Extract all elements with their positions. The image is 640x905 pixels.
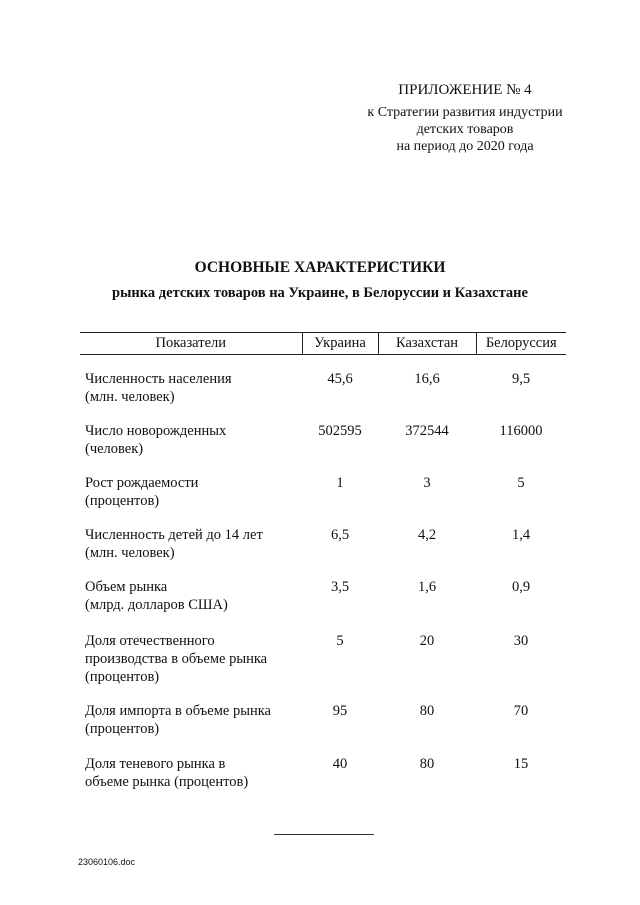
- column-header-ukraine: Украина: [302, 333, 378, 355]
- cell-value: 70: [513, 702, 529, 719]
- appendix-heading: ПРИЛОЖЕНИЕ № 4: [398, 82, 532, 98]
- appendix-header: [330, 80, 600, 155]
- cell-value: 4,2: [417, 526, 437, 543]
- end-divider: [274, 834, 374, 835]
- row-label: Число новорожденных (человек): [85, 422, 227, 457]
- cell-value: 116000: [499, 422, 543, 439]
- row-label: Доля импорта в объеме рынка (процентов): [85, 702, 271, 737]
- row-label: Объем рынка (млрд. долларов США): [85, 578, 228, 613]
- document-subtitle: рынка детских товаров на Украине, в Белоруссии и Казахстане: [112, 285, 528, 301]
- column-header-kazakhstan: Казахстан: [378, 333, 476, 355]
- column-header-indicators: Показатели: [80, 333, 302, 355]
- characteristics-table: [80, 332, 566, 795]
- table-row: [80, 578, 566, 632]
- cell-value: 30: [513, 632, 529, 649]
- appendix-line: на период до 2020 года: [396, 139, 534, 154]
- cell-value: 16,6: [414, 370, 440, 387]
- document-filename: 23060106.doc: [78, 857, 136, 867]
- table-row: [80, 632, 566, 702]
- cell-value: 372544: [405, 422, 449, 439]
- cell-value: 0,9: [511, 578, 531, 595]
- cell-value: 1,6: [417, 578, 437, 595]
- cell-value: 1,4: [511, 526, 531, 543]
- table-row: [80, 474, 566, 526]
- column-header-belarus: Белоруссия: [476, 333, 566, 355]
- table-row: [80, 370, 566, 422]
- cell-value: 1: [336, 474, 344, 491]
- table-row: [80, 702, 566, 755]
- table-row: [80, 422, 566, 474]
- appendix-subtitle: [330, 104, 600, 155]
- cell-value: 5: [336, 632, 344, 649]
- table-row: [80, 526, 566, 578]
- cell-value: 15: [513, 755, 529, 772]
- table-row: [80, 755, 566, 795]
- cell-value: 9,5: [511, 370, 531, 387]
- cell-value: 45,6: [327, 370, 353, 387]
- cell-value: 40: [332, 755, 348, 772]
- cell-value: 3,5: [330, 578, 350, 595]
- row-label: Рост рождаемости (процентов): [85, 474, 199, 509]
- row-label: Численность населения (млн. человек): [85, 370, 232, 405]
- cell-value: 5: [517, 474, 525, 491]
- appendix-line: детских товаров: [416, 122, 514, 137]
- table-header-row: [80, 333, 566, 355]
- cell-value: 20: [419, 632, 435, 649]
- cell-value: 502595: [318, 422, 362, 439]
- cell-value: 3: [423, 474, 431, 491]
- row-label: Доля теневого рынка в объеме рынка (процентов): [85, 755, 249, 790]
- document-title: ОСНОВНЫЕ ХАРАКТЕРИСТИКИ: [194, 259, 446, 276]
- row-label: Численность детей до 14 лет (млн. человек): [85, 526, 263, 561]
- cell-value: 95: [332, 702, 348, 719]
- cell-value: 80: [419, 702, 435, 719]
- row-label: Доля отечественного производства в объеме рынка (процентов): [85, 632, 268, 685]
- appendix-line: к Стратегии развития индустрии: [367, 105, 563, 120]
- cell-value: 6,5: [330, 526, 350, 543]
- cell-value: 80: [419, 755, 435, 772]
